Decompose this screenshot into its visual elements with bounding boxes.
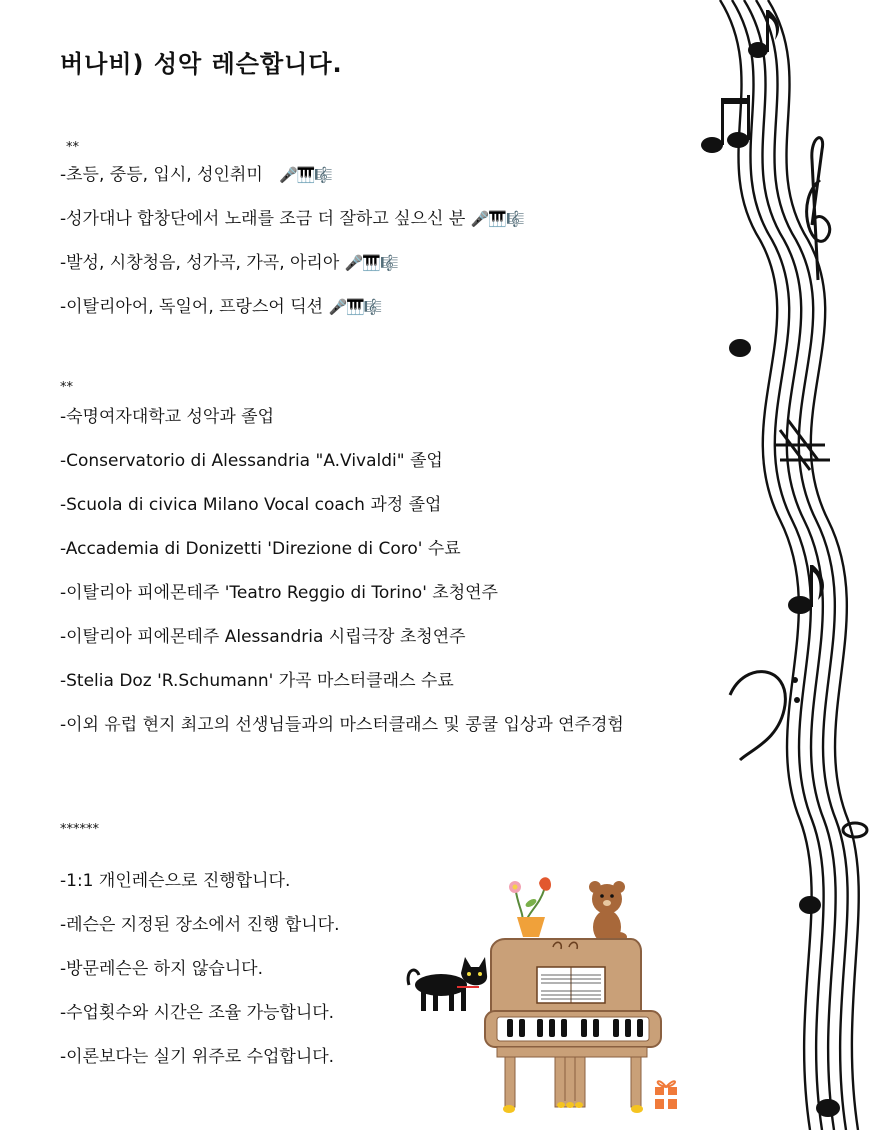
list-item: -이외 유럽 현지 최고의 선생님들과의 마스터클래스 및 콩쿨 입상과 연주경험 — [60, 715, 624, 735]
page-title: 버나비) 성악 레슨합니다. — [60, 50, 343, 78]
wavy-music-staff-icon — [700, 0, 880, 1130]
list-item: -Accademia di Donizetti 'Direzione di Coro' 수료 — [60, 539, 461, 559]
music-emoji-icon: 🎤🎹🎼 — [470, 210, 524, 228]
music-emoji-icon: 🎤🎹🎼 — [328, 298, 382, 316]
list-item: -레슨은 지정된 장소에서 진행 합니다. — [60, 915, 340, 935]
list-item: -수업횟수와 시간은 조율 가능합니다. — [60, 1003, 335, 1023]
flower-pot-icon — [509, 877, 551, 937]
section2-marker: ** — [60, 380, 73, 395]
list-item: -방문레슨은 하지 않습니다. — [60, 959, 263, 979]
list-item: -Stelia Doz 'R.Schumann' 가곡 마스터클래스 수료 — [60, 671, 454, 691]
music-emoji-icon: 🎤🎹🎼 — [344, 254, 398, 272]
list-item: -Conservatorio di Alessandria "A.Vivaldi" 졸업 — [60, 451, 443, 471]
piano-illustration-icon — [405, 875, 695, 1125]
list-item: -초등, 중등, 입시, 성인취미 🎤🎹🎼 — [60, 165, 333, 185]
music-emoji-icon: 🎤🎹🎼 — [279, 166, 333, 184]
list-item: -발성, 시창청음, 성가곡, 가곡, 아리아 🎤🎹🎼 — [60, 253, 398, 273]
list-item: -숙명여자대학교 성악과 졸업 — [60, 407, 275, 427]
list-item: -이탈리아 피에몬테주 Alessandria 시립극장 초청연주 — [60, 627, 466, 647]
piano-icon — [485, 939, 661, 1113]
list-item: -이탈리아 피에몬테주 'Teatro Reggio di Torino' 초청연주 — [60, 583, 498, 603]
gift-box-icon — [655, 1081, 677, 1109]
list-item: -이탈리아어, 독일어, 프랑스어 딕션 🎤🎹🎼 — [60, 297, 382, 317]
list-item: -이론보다는 실기 위주로 수업합니다. — [60, 1047, 335, 1067]
black-cat-icon — [408, 957, 487, 1011]
section1-marker: ** — [66, 140, 79, 155]
list-item: -성가대나 합창단에서 노래를 조금 더 잘하고 싶으신 분 🎤🎹🎼 — [60, 209, 524, 229]
list-item: -Scuola di civica Milano Vocal coach 과정 졸업 — [60, 495, 442, 515]
section3-marker: ****** — [60, 822, 99, 837]
list-item: -1:1 개인레슨으로 진행합니다. — [60, 871, 291, 891]
